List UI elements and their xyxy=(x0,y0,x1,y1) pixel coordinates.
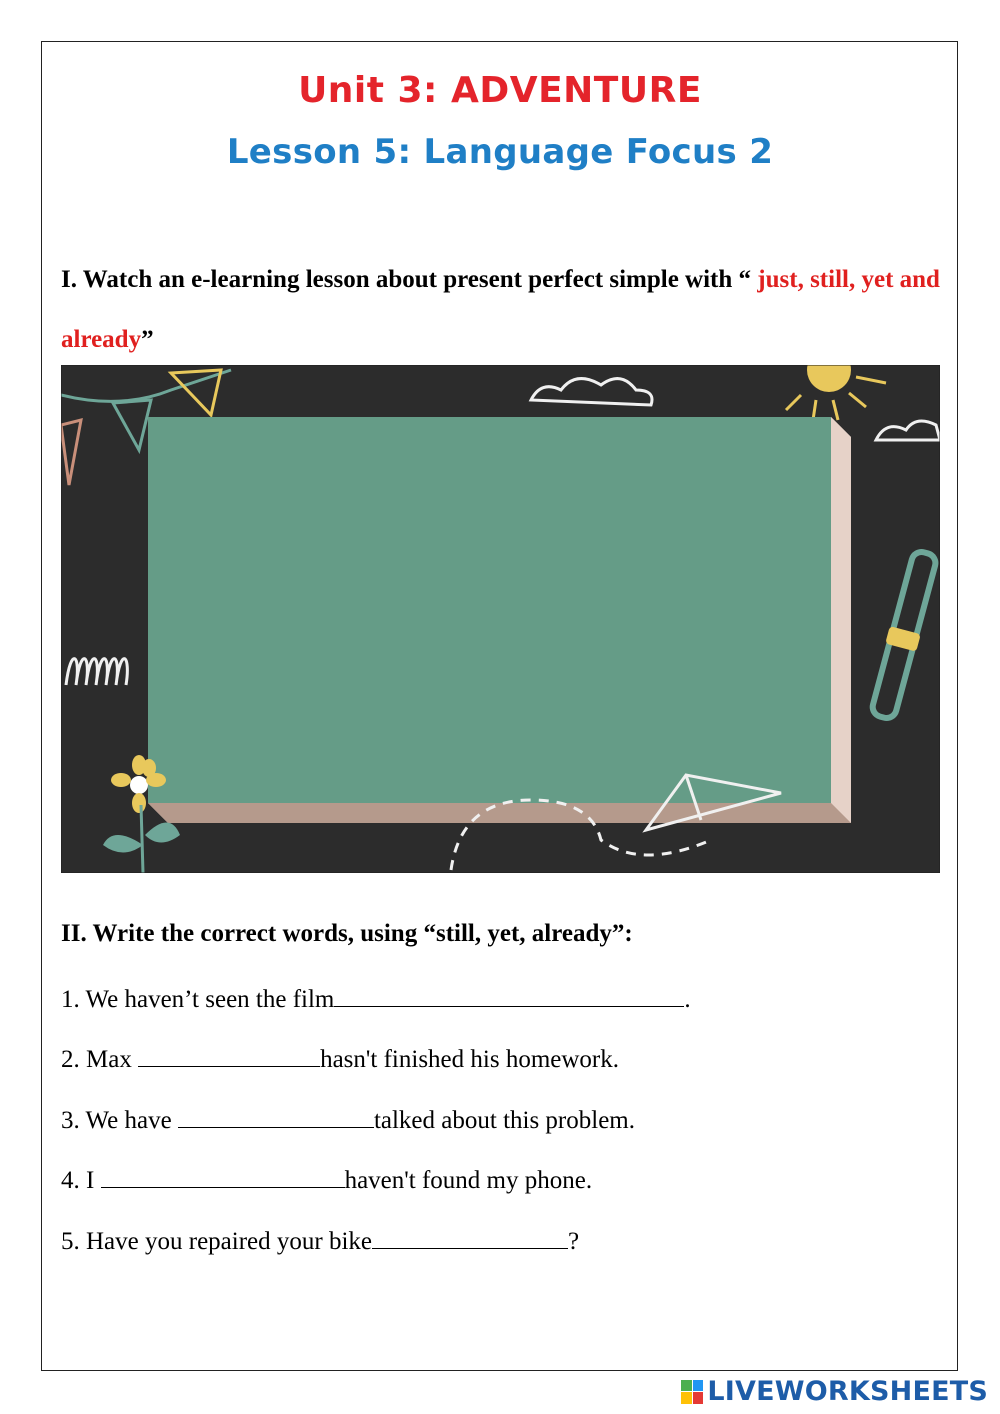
section-1-keywords: just, still, yet and already xyxy=(61,266,940,353)
exercise-5 xyxy=(61,1224,579,1256)
exercise-3-end: talked about this problem. xyxy=(373,1107,635,1134)
exercise-3 xyxy=(61,1103,635,1135)
exercise-1 xyxy=(61,982,691,1014)
section-2-title: II. Write the correct words, using “still, yet, already”: xyxy=(61,920,633,947)
exercise-4-end: haven't found my phone. xyxy=(344,1167,593,1194)
section-1-instruction xyxy=(61,250,951,370)
liveworksheets-brand[interactable] xyxy=(681,1376,988,1407)
exercise-3-blank[interactable] xyxy=(178,1103,374,1128)
exercise-4-blank[interactable] xyxy=(101,1163,345,1188)
exercise-5-text: 5. Have you repaired your bike xyxy=(61,1228,372,1255)
lesson-title: Lesson 5: Language Focus 2 xyxy=(226,132,774,172)
exercise-2 xyxy=(61,1042,619,1074)
exercise-1-end: . xyxy=(684,986,691,1013)
exercise-2-blank[interactable] xyxy=(138,1042,320,1067)
exercise-5-blank[interactable] xyxy=(372,1224,568,1249)
exercise-2-text: 2. Max xyxy=(61,1046,139,1073)
chalkboard-illustration xyxy=(61,365,940,873)
exercise-1-text: 1. We haven’t seen the film xyxy=(61,986,335,1013)
section-1-close-quote: ” xyxy=(141,326,154,353)
unit-title: Unit 3: ADVENTURE xyxy=(298,70,702,111)
exercise-5-end: ? xyxy=(568,1228,580,1255)
brand-name: LIVEWORKSHEETS xyxy=(707,1376,988,1407)
liveworksheets-logo-icon xyxy=(681,1380,703,1404)
exercise-1-blank[interactable] xyxy=(334,982,684,1007)
exercise-4-text: 4. I xyxy=(61,1167,101,1194)
exercise-2-end: hasn't finished his homework. xyxy=(320,1046,619,1073)
exercise-4 xyxy=(61,1163,592,1195)
video-chalkboard[interactable] xyxy=(61,365,940,873)
section-1-text: I. Watch an e-learning lesson about present perfect simple with “ xyxy=(61,266,758,293)
exercise-3-text: 3. We have xyxy=(61,1107,178,1134)
